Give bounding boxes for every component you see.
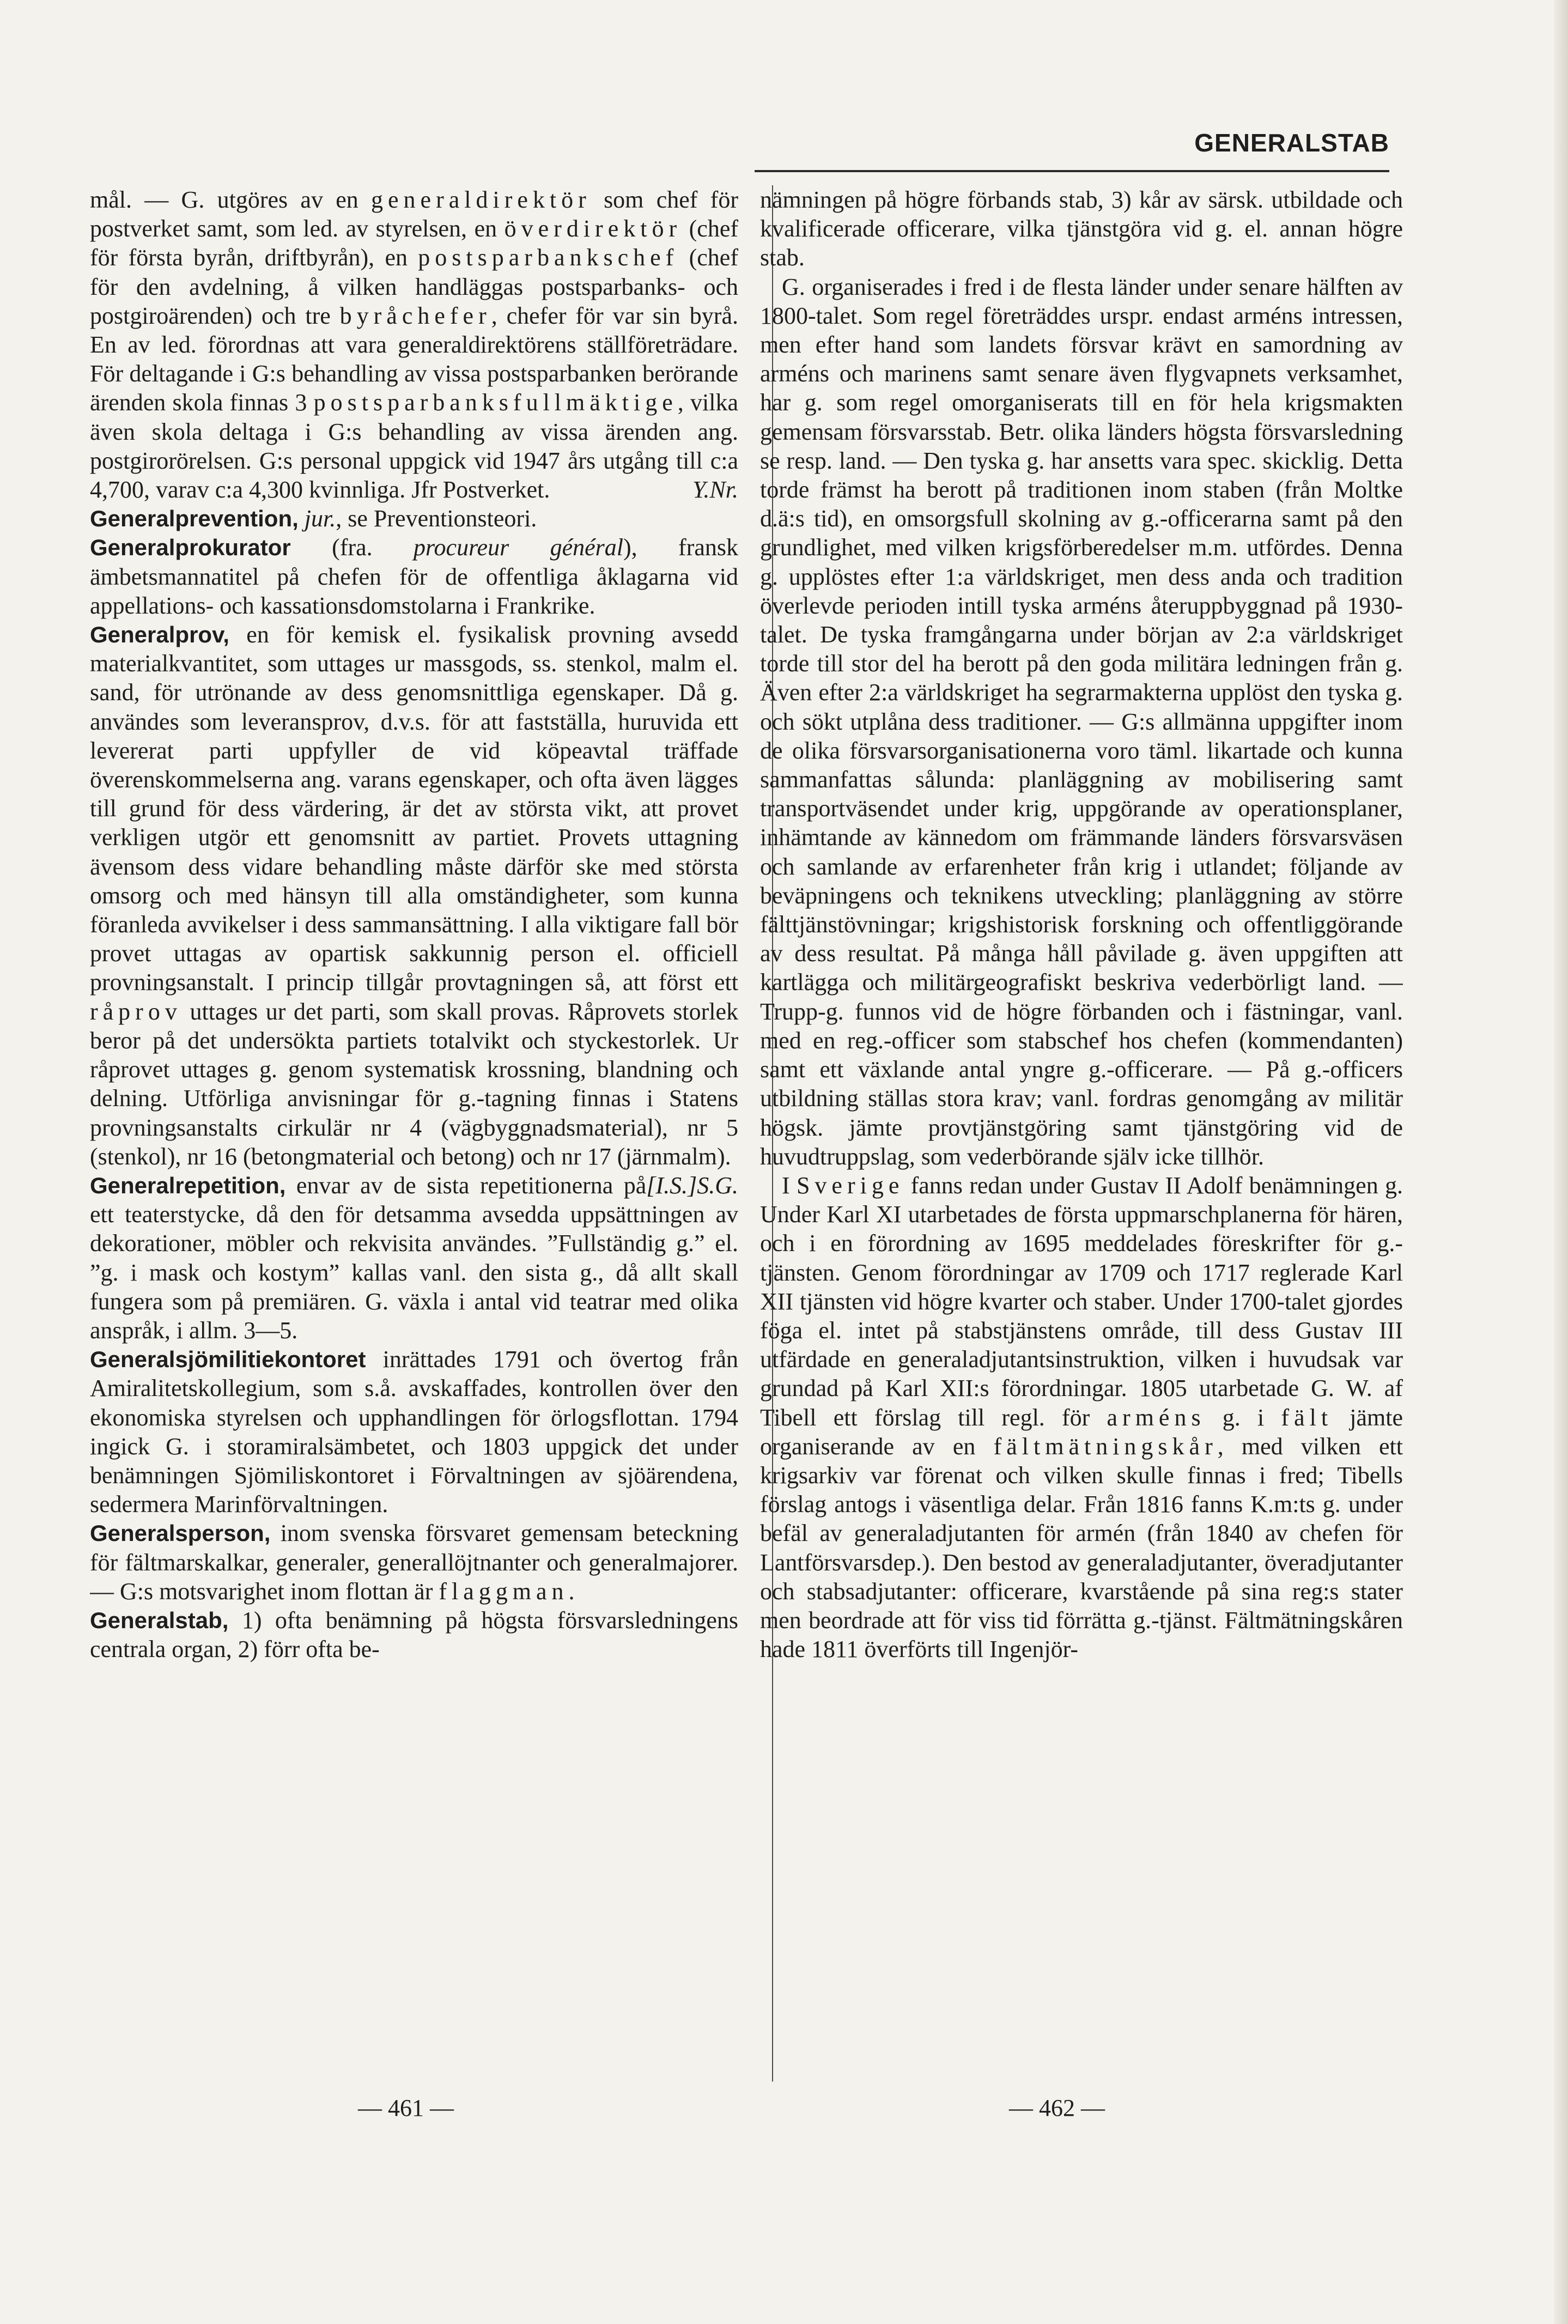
- generalstab-sverige-paragraph: I Sverige fanns redan under Gustav II Adolf benämningen g. Under Karl XI utarbetades de första uppmarschplanerna för hären, och i en förordning av 1695 meddelades föreskrifter för g.-tjänsten. Genom förordningar av 1709 och 1717 reglerade Karl XII tjänsten vid högre kvarter och staber. Under 1700-talet gjordes föga el. intet på stabstjänstens område, till dess Gustav III utfärdade en generaladjutantsinstruktion, vilken i huvudsak var grundad på Karl XII:s förordningar. 1805 utarbetade G. W. af Tibell ett förslag till regl. för arméns g. i fält jämte organiserande av en fältmätningskår, med vilken ett krigsarkiv var förenat och vilken skulle finnas i fred; Tibells förslag antogs i väsentliga delar. Från 1816 fanns K.m:ts g. under befäl av generaladjutanten för armén (från 1840 av chefen för Lantförsvarsdep.). Den bestod av generaladjutanter, överadjutanter och stabsadjutanter: officerare, kvarstående på sina reg:s stater men beordrade att för viss tid förrätta g.-tjänst. Fältmätningskåren hade 1811 överförts till Ingenjör-: [760, 1172, 1403, 1663]
- generalstab-definition-continuation: nämningen på högre förbands stab, 3) kår av särsk. utbildade och kvalificerade officerare, vilka tjänstgöra vid g. el. annan högre stab.: [760, 186, 1403, 271]
- headword: Generalprokurator: [90, 535, 291, 561]
- headword: Generalstab,: [90, 1607, 229, 1633]
- signature: [I.S.]S.G.: [646, 1172, 738, 1199]
- entry-generalprevention: Generalprevention, jur., se Preventionsteori.: [90, 505, 537, 532]
- running-header: GENERALSTAB: [1194, 129, 1389, 157]
- entry-generalprokurator: Generalprokurator (fra. procureur général), fransk ämbetsmannatitel på chefen för de offentliga åklagarna vid appellations- och kassationsdomstolarna i Frankrike.: [90, 534, 738, 619]
- page-number-right: — 462 —: [1009, 2095, 1105, 2121]
- headword: Generalsperson,: [90, 1520, 271, 1546]
- right-column: [760, 185, 1403, 2087]
- generalstab-history-paragraph: G. organiserades i fred i de flesta länder under senare hälften av 1800-talet. Som regel företräddes urspr. endast arméns intressen, men efter hand som landets försvar krävt en samordning av arméns och marinens samt senare även flygvapnets verksamhet, har g. som regel omorganiserats till en för hela krigsmakten gemensam försvarsstab. Betr. olika länders högsta försvarsledning se resp. land. — Den tyska g. har ansetts vara spec. skicklig. Detta torde främst ha berott på traditionen inom staben (från Moltke d.ä:s tid), en omsorgsfull skolning av g.-officerarna samt på den grundlighet, med vilken krigsförberedelser m.m. utfördes. Denna g. upplöstes efter 1:a världskriget, men dess anda och tradition överlevde perioden intill tyska arméns återuppbyggnad på 1930-talet. De tyska framgångarna under början av 2:a världskriget torde till stor del ha berott på den goda militära ledningen från g. Även efter 2:a världskriget ha segrarmakterna upplöst den tyska g. och sökt utplåna dess traditioner. — G:s allmänna uppgifter inom de olika försvarsorganisationerna voro täml. likartade och kunna sammanfattas sålunda: planläggning av mobilisering samt transportväsendet under krig, uppgörande av operationsplaner, inhämtande av kännedom om främmande länders försvarsväsen och samlande av erfarenheter från krig i utlandet; följande av beväpningens och teknikens utveckling; planläggning av större fälttjänstövningar; krigshistorisk forskning och offentliggörande av dess resultat. På många håll påvilade g. även uppgiften att kartlägga och militärgeografiskt beskriva vederbörligt land. — Trupp-g. funnos vid de högre förbanden och i fästningar, vanl. med en reg.-officer som stabschef hos chefen (kommendanten) samt ett växlande antal yngre g.-officerare. — På g.-officers utbildning ställas stora krav; vanl. fordras genomgång av militär högsk. jämte provtjänstgöring samt tjänstgöring vid de huvudtruppslag, som vederbörande själv icke tillhör.: [760, 273, 1403, 1170]
- page-number-left: — 461 —: [358, 2095, 454, 2121]
- headword: Generalprov,: [90, 622, 229, 648]
- header-rule: [755, 170, 1389, 172]
- entry-generalstab: Generalstab, 1) ofta benämning på högsta försvarsledningens centrala organ, 2) förr ofta be-: [90, 1606, 738, 1663]
- entry-generalprov: Generalprov, en för kemisk el. fysikalisk provning avsedd materialkvantitet, som uttages ur massgods, ss. stenkol, malm el. sand, för utrönande av dess genomsnittliga egenskaper. Då g. användes som leveransprov, d.v.s. för att fastställa, huruvida ett levererat parti uppfyller de vid köpeavtal träffade överenskommelserna ang. varans egenskaper, och ofta även lägges till grund för dess värdering, är det av största vikt, att provet verkligen utgör ett genomsnitt av partiet. Provets uttagning ävensom dess vidare behandling måste därför ske med största omsorg och med hänsyn till alla omständigheter, som kunna föranleda avvikelser i dess sammansättning. I alla viktigare fall bör provet uttagas av opartisk sakkunnig person el. officiell provningsanstalt. I princip tillgår provtagningen så, att först ett råprov uttages ur det parti, som skall provas. Råprovets storlek beror på det undersökta partiets totalvikt och styckestorlek. Ur råprovet uttages g. genom systematisk krossning, blandning och delning. Utförliga anvisningar för g.-tagning finnas i Statens provningsanstalts cirkulär nr 4 (vägbyggnadsmaterial), nr 5 (stenkol), nr 16 (betongmaterial och betong) och nr 17 (järnmalm). [I.S.]S.G.: [90, 620, 738, 1171]
- left-column: [90, 185, 738, 2087]
- postverket-entry-continuation: mål. — G. utgöres av en generaldirektör som chef för postverket samt, som led. av styrelsen, en överdirektör (chef för första byrån, driftbyrån), en postsparbankschef (chef för den avdelning, å vilken handläggas postsparbanks- och postgiroärenden) och tre byråchefer, chefer för var sin byrå. En av led. förordnas att vara generaldirektörens ställföreträdare. För deltagande i G:s behandling av vissa postsparbanken berörande ärenden skola finnas 3 postsparbanksfullmäktige, vilka även skola deltaga i G:s behandling av vissa ärenden ang. postgirorörelsen. G:s personal uppgick vid 1947 års utgång till c:a 4,700, varav c:a 4,300 kvinnliga. Jfr Postverket. Y.Nr.: [90, 185, 738, 504]
- entry-generalsperson: Generalsperson, inom svenska försvaret gemensam beteckning för fältmarskalkar, generaler, generallöjtnanter och generalmajorer. — G:s motsvarighet inom flottan är flaggman.: [90, 1520, 738, 1605]
- headword: Generalsjömilitiekontoret: [90, 1346, 366, 1373]
- entry-generalrepetition: Generalrepetition, envar av de sista repetitionerna på ett teaterstycke, då den för detsamma avsedda uppsättningen av dekorationer, möbler och rekvisita användes. ”Fullständig g.” el. ”g. i mask och kostym” kallas vanl. den sista g., då allt skall fungera som på premiären. G. växla i antal vid teatrar med olika anspråk, i allm. 3—5.: [90, 1172, 738, 1344]
- headword: Generalrepetition,: [90, 1172, 286, 1198]
- page-edge: [1554, 0, 1568, 2324]
- headword: Generalprevention,: [90, 506, 299, 532]
- signature: Y.Nr.: [692, 476, 738, 503]
- entry-generalsjomilitiekontoret: Generalsjömilitiekontoret inrättades 1791 och övertog från Amiralitetskollegium, som s.å. avskaffades, kontrollen över den ekonomiska styrelsen och upphandlingen för örlogsflottan. 1794 ingick G. i storamiralsämbetet, och 1803 uppgick det under benämningen Sjömiliskontoret i Förvaltningen av sjöärendena, sedermera Marinförvaltningen.: [90, 1346, 738, 1518]
